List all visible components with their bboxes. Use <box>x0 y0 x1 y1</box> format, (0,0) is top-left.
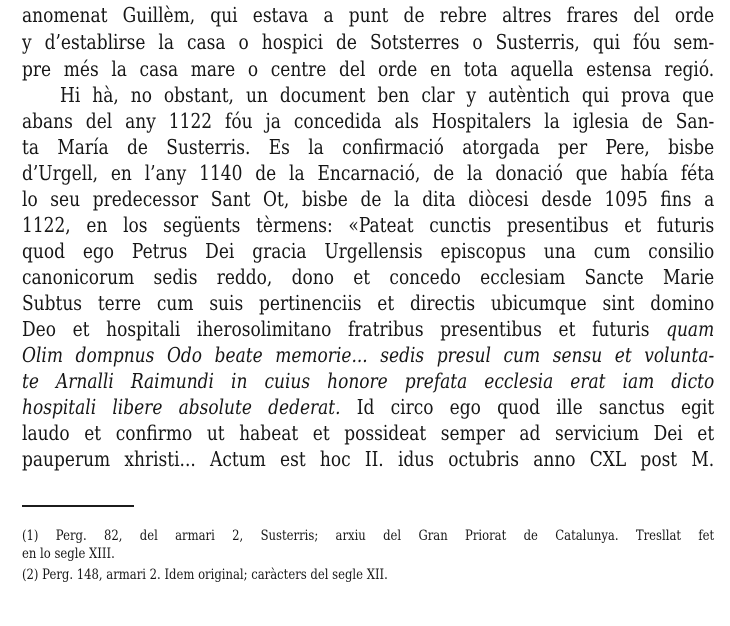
footnote-2: (2) Perg. 148, armari 2. Idem original; caràcters del segle XII. <box>22 567 388 583</box>
text-line: lo seu predecessor Sant Ot, bisbe de la dita diòcesi desde 1095 fins a <box>22 187 715 211</box>
footnote-1-continuation: en lo segle XIII. <box>22 546 115 562</box>
text-line: pauperum xhristi... Actum est hoc II. idus octubris anno CXL post M. <box>22 447 715 471</box>
italic-line <box>22 368 714 394</box>
text-line: abans del any 1122 fóu ja concedida als Hospitalers la iglesia de San- <box>22 109 715 133</box>
text-segment: Id circo ego quod ille sanctus egit <box>356 395 715 419</box>
text-line: y d’establirse la casa o hospici de Sotsterres o Susterris, qui fóu sem- <box>22 30 715 54</box>
text-line: canonicorum sedis reddo, dono et concedo ecclesiam Sancte Marie <box>22 265 715 289</box>
footnote-separator <box>22 505 134 507</box>
italic-segment: quam <box>666 317 715 341</box>
paragraph-first-line: Hi hà, no obstant, un document ben clar y autèntich qui prova que <box>60 83 715 107</box>
text-segment: Deo et hospitali iherosolimitano fratribus presentibus et futuris <box>22 317 650 341</box>
text-line: ta María de Susterris. Es la confirmació atorgada per Pere, bisbe <box>22 135 715 159</box>
text-line: Subtus terre cum suis pertinenciis et directis ubicumque sint domino <box>22 291 715 315</box>
text-line: d’Urgell, en l’any 1140 de la Encarnació, de la donació que había féta <box>22 161 715 185</box>
italic-segment: Olim dompnus Odo beate memorie... sedis presul cum sensu et volunta- <box>22 343 715 367</box>
italic-line <box>22 342 714 368</box>
text-line: quod ego Petrus Dei gracia Urgellensis episcopus una cum consilio <box>22 239 715 263</box>
text-line: laudo et confirmo ut habeat et possideat semper ad servicium Dei et <box>22 421 715 445</box>
text-line: pre més la casa mare o centre del orde en tota aquella estensa regió. <box>22 57 715 81</box>
italic-segment: te Arnalli Raimundi in cuius honore prefata ecclesia erat iam dicto <box>22 369 715 393</box>
italic-segment: hospitali libere absolute dederat. <box>22 395 341 419</box>
footnote-1: (1) Perg. 82, del armari 2, Susterris; arxiu del Gran Priorat de Catalunya. Tresllat fet <box>22 528 715 544</box>
text-line: anomenat Guillèm, qui estava a punt de rebre altres frares del orde <box>22 3 715 27</box>
text-line: 1122, en los següents tèrmens: «Pateat cunctis presentibus et futuris <box>22 213 715 237</box>
text-line <box>22 316 714 342</box>
text-line <box>22 394 714 420</box>
